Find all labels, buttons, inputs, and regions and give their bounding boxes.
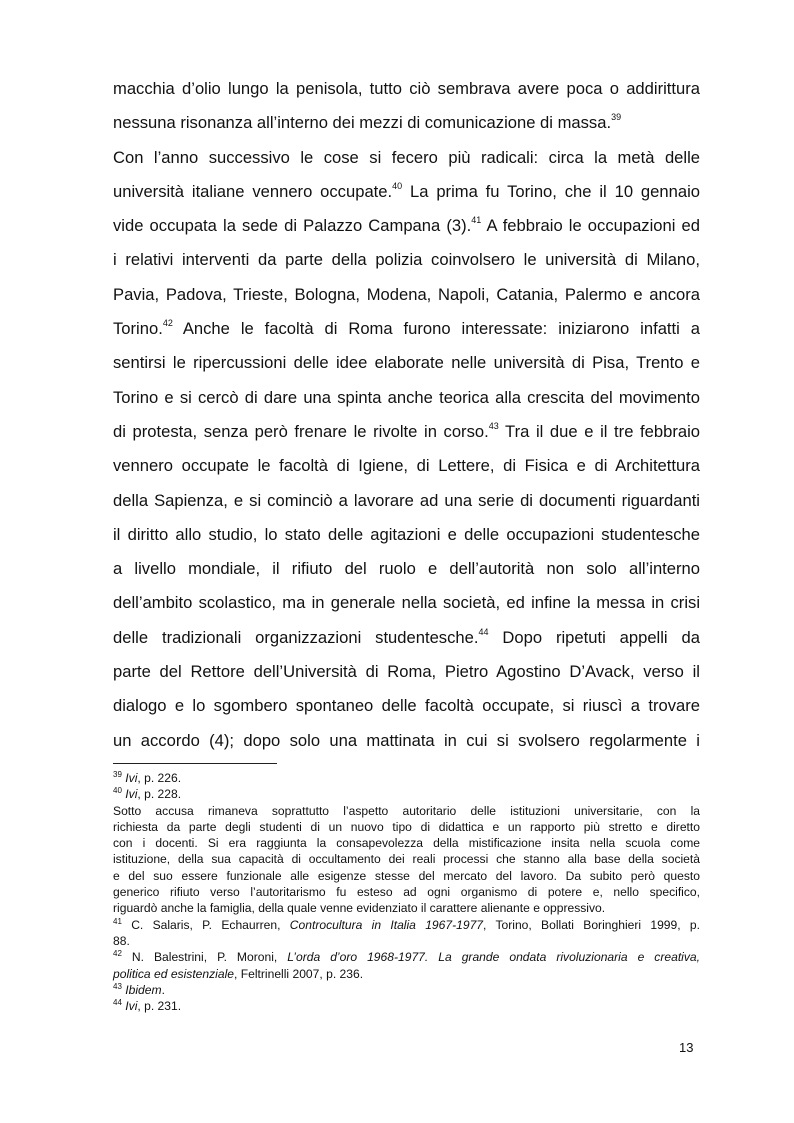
body-line-text: Dopo ripetuti appelli da <box>488 627 700 647</box>
footnote-reference: 42 <box>162 318 173 329</box>
body-line <box>113 689 700 723</box>
body-line <box>113 106 700 140</box>
body-line <box>113 72 700 106</box>
footnote-text: , Feltrinelli 2007, p. 236. <box>234 966 364 981</box>
body-line-text: a livello mondiale, il rifiuto del ruolo e dell’autorità non solo all’interno <box>113 559 700 579</box>
footnote-number: 40 <box>113 786 122 796</box>
footnotes <box>113 770 700 1014</box>
body-line-text: vennero occupate le facoltà di Igiene, di Lettere, di Fisica e di Architettura <box>113 456 700 476</box>
body-line-text: Con l’anno successivo le cose si fecero più radicali: circa la metà delle <box>113 147 700 167</box>
body-line <box>113 586 700 620</box>
footnote-number: 42 <box>113 949 122 959</box>
footnote-text: e del suo essere funzionale alle esigenze stesse del mercato del lavoro. Da subito però questo <box>113 868 700 883</box>
body-line-text: della Sapienza, e si cominciò a lavorare ad una serie di documenti riguardanti <box>113 490 700 510</box>
body-line-text: Torino e si cercò di dare una spinta anche teorica alla crescita del movimento <box>113 387 700 407</box>
footnote-line <box>113 998 700 1014</box>
footnote-text: . <box>161 982 165 997</box>
body-line-text: un accordo (4); dopo solo una mattinata in cui si svolsero regolarmente i <box>113 730 700 750</box>
footnote-line <box>113 835 700 851</box>
footnote-italic-text: Controcultura in Italia 1967-1977 <box>289 917 484 932</box>
body-line <box>113 415 700 449</box>
body-line <box>113 209 700 243</box>
body-line-text: Pavia, Padova, Trieste, Bologna, Modena, Napoli, Catania, Palermo e ancora <box>113 284 700 304</box>
footnote-text: , p. 226. <box>137 771 182 785</box>
body-line <box>113 346 700 380</box>
footnote-separator <box>113 763 277 764</box>
body-line <box>113 655 700 689</box>
body-line-text: macchia d’olio lungo la penisola, tutto ciò sembrava avere poca o addirittura <box>113 79 700 98</box>
body-line-text: i relativi interventi da parte della polizia coinvolsero le università di Milano, <box>113 250 700 270</box>
footnote-text: richiesta da parte degli studenti di un nuovo tipo di didattica e un rapporto più stretto e diretto <box>113 819 700 834</box>
body-line-text: sentirsi le ripercussioni delle idee elaborate nelle università di Pisa, Trento e <box>113 353 700 373</box>
footnote-line <box>113 900 700 916</box>
body-line <box>113 381 700 415</box>
body-line-text: vide occupata la sede di Palazzo Campana (3). <box>113 216 472 236</box>
body-line <box>113 175 700 209</box>
footnote-number: 44 <box>113 998 122 1008</box>
footnote-text: , Torino, Bollati Boringhieri 1999, p. <box>483 917 700 932</box>
body-line-text: nessuna risonanza all’interno dei mezzi di comunicazione di massa. <box>113 113 612 133</box>
footnote-text: 88. <box>113 933 130 948</box>
body-line <box>113 484 700 518</box>
body-line-text: dialogo e lo sgombero spontaneo delle facoltà occupate, si riuscì a trovare <box>113 696 700 716</box>
footnote-line <box>113 884 700 900</box>
footnote-line <box>113 770 700 786</box>
body-line <box>113 141 700 175</box>
body-line <box>113 243 700 277</box>
body-line <box>113 312 700 346</box>
footnote-text: N. Balestrini, P. Moroni, <box>121 950 288 965</box>
footnote-number: 43 <box>113 981 122 991</box>
footnote-italic-text: Ivi <box>125 787 138 802</box>
body-line-text: La prima fu Torino, che il 10 gennaio <box>402 181 700 201</box>
footnote-italic-text: L’orda d’oro 1968-1977. La grande ondata rivoluzionaria e creativa, <box>287 950 700 965</box>
body-line <box>113 552 700 586</box>
footnote-text: generico rifiuto verso l’autoritarismo fu esteso ad ogni organismo di potere e, nello specifico, <box>113 885 700 900</box>
body-line-text: università italiane vennero occupate. <box>113 181 393 201</box>
body-line-text: Anche le facoltà di Roma furono interessate: iniziarono infatti a <box>172 319 700 339</box>
body-line-text: di protesta, senza però frenare le rivolte in corso. <box>113 421 489 441</box>
footnote-text: Sotto accusa rimaneva soprattutto l’aspetto autoritario delle istituzioni universitarie, con la <box>113 803 700 818</box>
page-number: 13 <box>679 1040 694 1055</box>
footnote-italic-text: Ibidem <box>125 982 162 997</box>
body-line-text: Tra il due e il tre febbraio <box>498 421 700 441</box>
body-line <box>113 621 700 655</box>
footnote-italic-text: Ivi <box>125 999 138 1014</box>
body-line-text: dell’ambito scolastico, ma in generale nella società, ed infine la messa in crisi <box>113 593 700 613</box>
footnote-italic-text: politica ed esistenziale <box>113 966 235 981</box>
footnote-reference: 43 <box>488 420 499 431</box>
footnote-text: , p. 228. <box>137 787 182 802</box>
footnote-text: , p. 231. <box>137 999 182 1014</box>
footnote-line <box>113 803 700 819</box>
body-line <box>113 724 700 758</box>
body-line <box>113 518 700 552</box>
footnote-line <box>113 949 700 965</box>
footnote-line <box>113 851 700 867</box>
footnote-reference: 39 <box>611 112 622 123</box>
footnote-text: riguardò anche la famiglia, della quale venne evidenziato il carattere alienante e oppressivo. <box>113 901 606 916</box>
footnote-line <box>113 786 700 802</box>
footnote-line <box>113 966 700 982</box>
footnote-line <box>113 982 700 998</box>
body-line <box>113 449 700 483</box>
body-line <box>113 278 700 312</box>
footnote-line <box>113 917 700 933</box>
footnote-italic-text: Ivi <box>125 771 138 785</box>
footnote-number: 41 <box>113 916 122 926</box>
body-text <box>113 72 700 758</box>
footnote-reference: 40 <box>392 180 403 191</box>
body-line-text: parte del Rettore dell’Università di Roma, Pietro Agostino D’Avack, verso il <box>113 662 700 682</box>
body-line-text: il diritto allo studio, lo stato delle agitazioni e delle occupazioni studentesche <box>113 524 700 544</box>
footnote-line <box>113 868 700 884</box>
footnote-number: 39 <box>113 770 122 779</box>
body-line-text: delle tradizionali organizzazioni studentesche. <box>113 627 479 647</box>
footnote-text: C. Salaris, P. Echaurren, <box>121 917 290 932</box>
footnote-text: istituzione, della sua capacità di occultamento dei reali processi che stanno alla base della società <box>113 852 700 867</box>
body-line-text: Torino. <box>113 319 163 339</box>
footnote-reference: 44 <box>478 626 489 637</box>
body-line-text: A febbraio le occupazioni ed <box>481 216 700 236</box>
footnote-line <box>113 933 700 949</box>
footnote-reference: 41 <box>471 215 482 226</box>
footnote-line <box>113 819 700 835</box>
footnote-text: con i docenti. Si era raggiunta la consapevolezza della mistificazione insita nella scuola come <box>113 836 700 851</box>
